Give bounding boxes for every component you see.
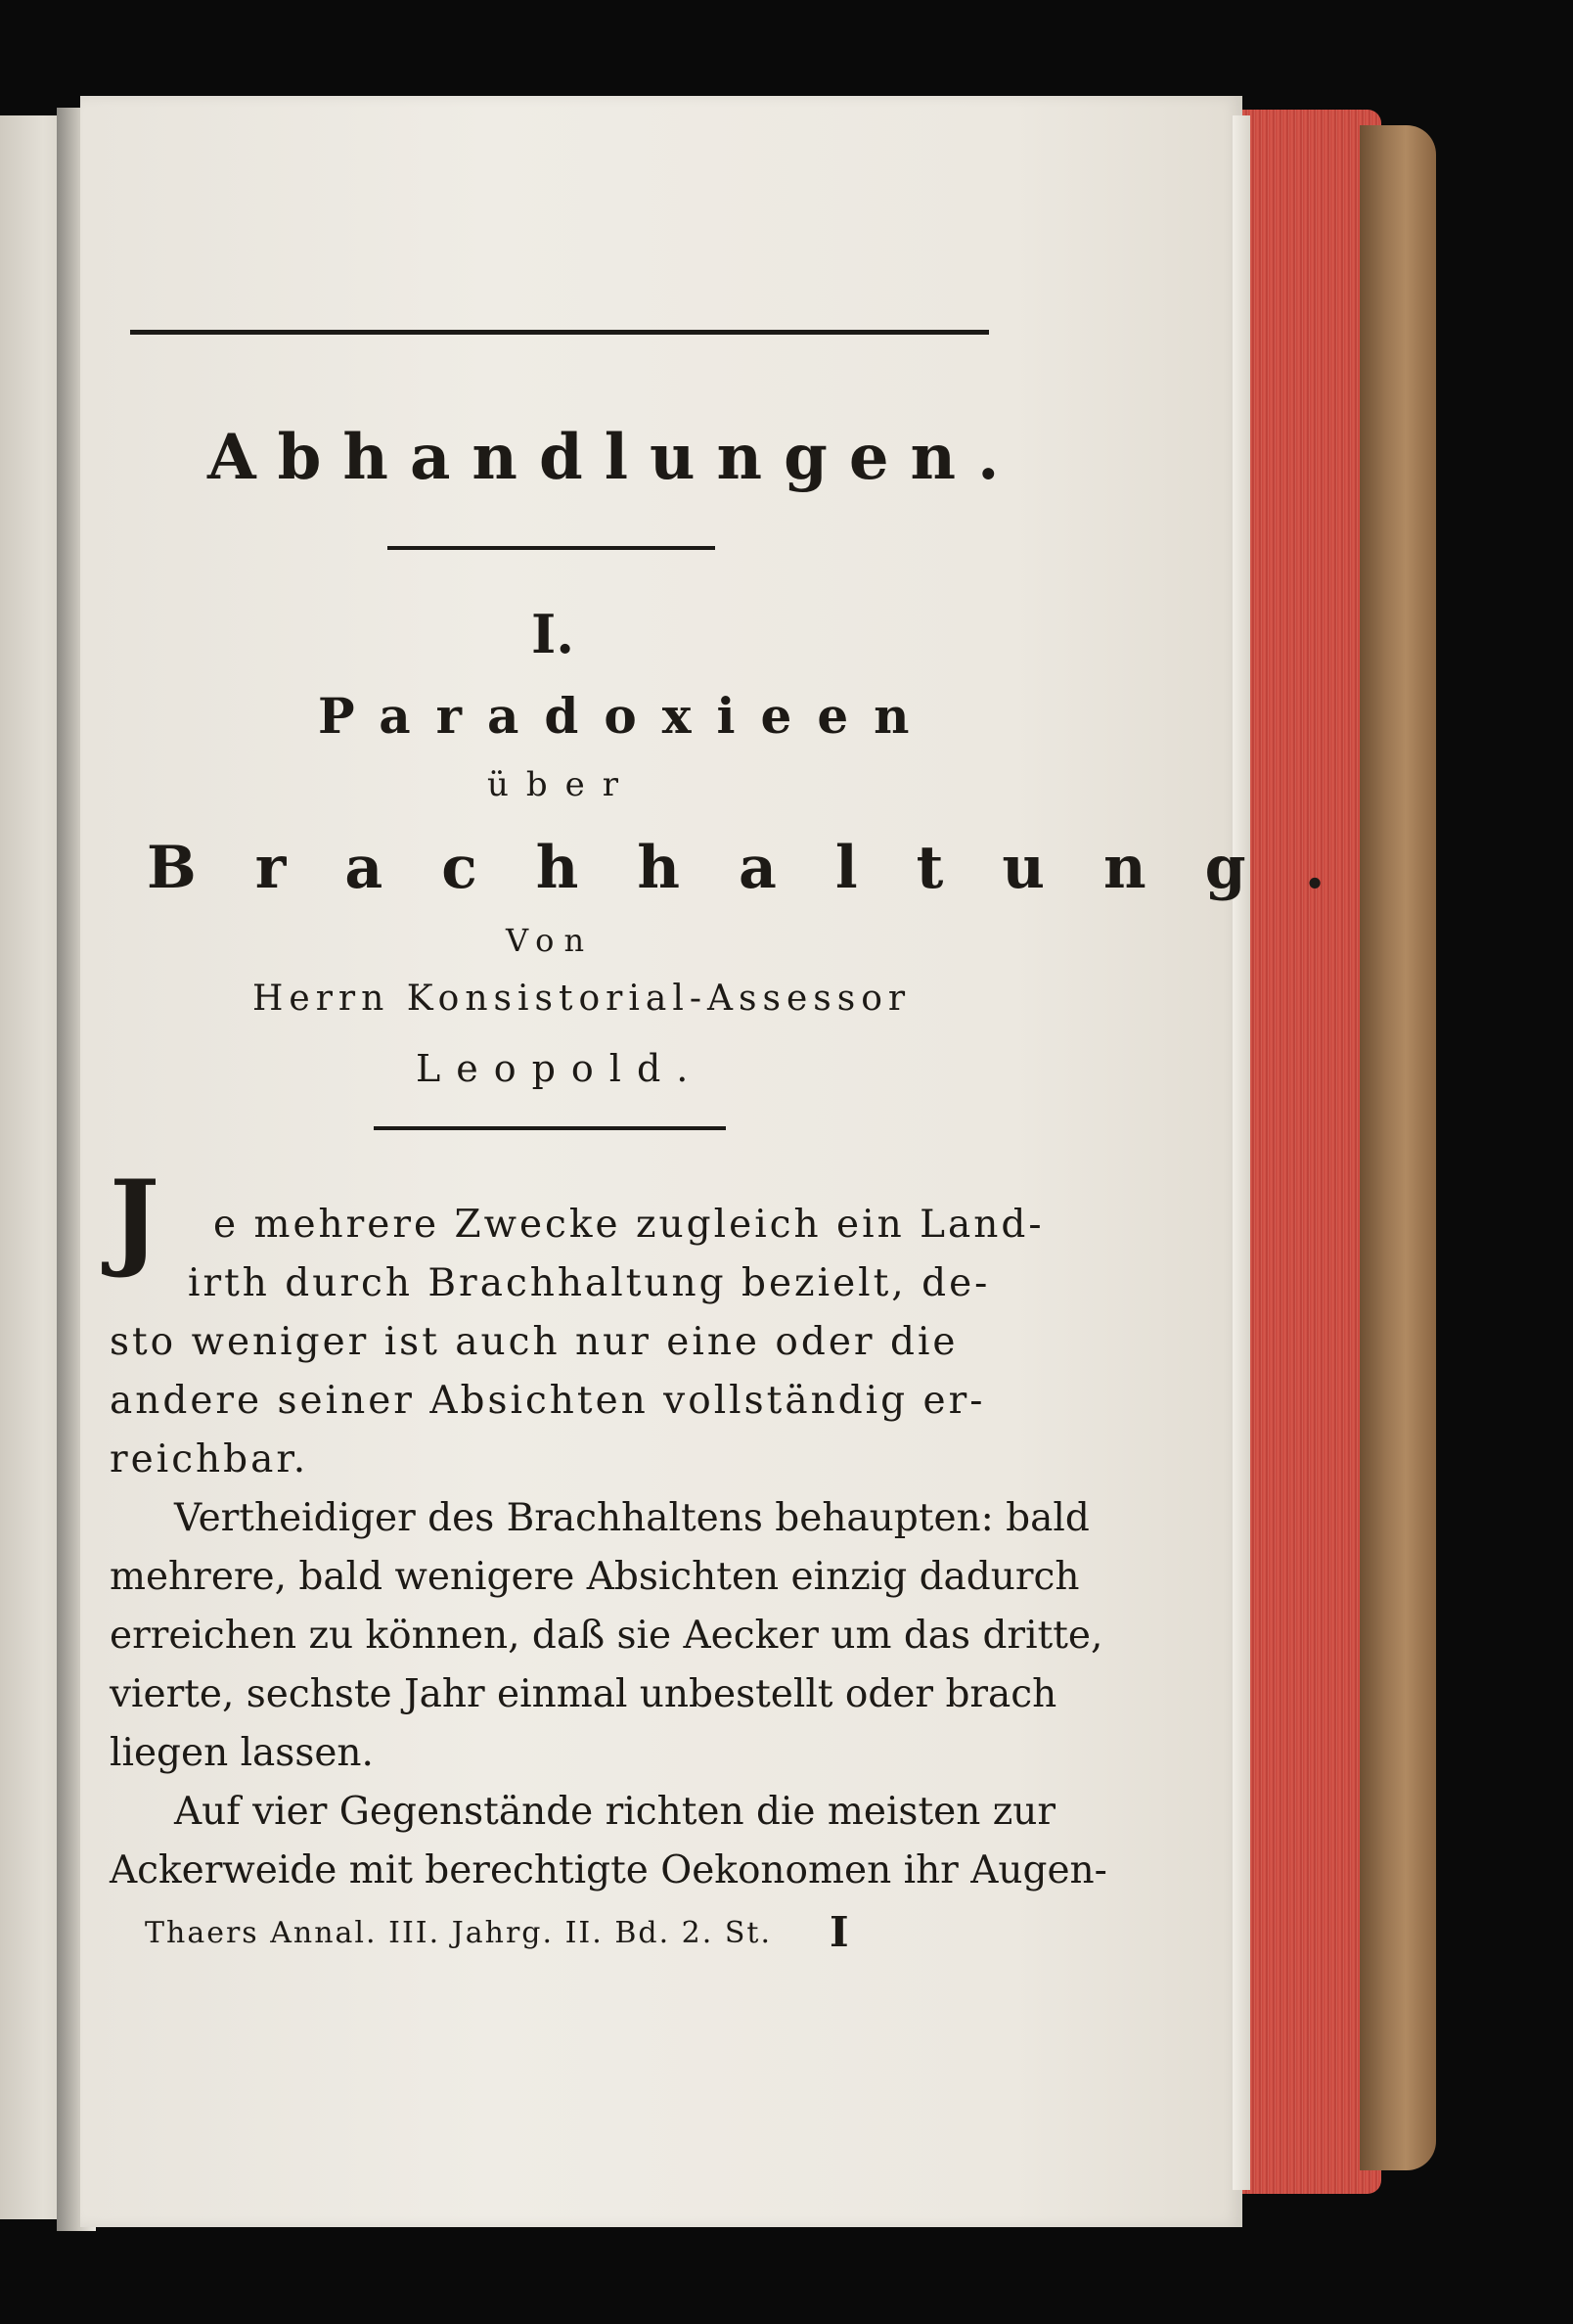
section-title: Abhandlungen. xyxy=(207,421,1021,494)
body-line: reichbar. xyxy=(110,1437,309,1481)
body-line: liegen lassen. xyxy=(110,1731,374,1775)
body-line: e mehrere Zwecke zugleich ein Land- xyxy=(213,1203,1045,1247)
author-name: Leopold. xyxy=(416,1047,704,1090)
signature-mark: I xyxy=(830,1908,849,1956)
article-subject: Brachhaltung. xyxy=(147,834,1384,902)
page-footer: Thaers Annal. III. Jahrg. II. Bd. 2. St. xyxy=(145,1916,772,1950)
body-line: Vertheidiger des Brachhaltens behaupten: bald xyxy=(174,1496,1090,1540)
header-rule xyxy=(130,330,989,335)
body-line: andere seiner Absichten vollständig er- xyxy=(110,1379,986,1423)
article-numeral: I. xyxy=(531,603,575,665)
body-line: Ackerweide mit berechtigte Oekonomen ihr Augen- xyxy=(110,1848,1107,1892)
body-line: vierte, sechste Jahr einmal unbestellt oder brach xyxy=(110,1672,1057,1716)
byline-rule xyxy=(374,1126,726,1130)
body-line: erreichen zu können, daß sie Aecker um das dritte, xyxy=(110,1614,1103,1658)
byline-prefix: Von xyxy=(506,922,595,959)
body-line: sto weniger ist auch nur eine oder die xyxy=(110,1320,959,1364)
body-line: mehrere, bald wenigere Absichten einzig dadurch xyxy=(110,1555,1080,1599)
body-line: irth durch Brachhaltung bezielt, de- xyxy=(188,1261,991,1305)
author-title: Herrn Konsistorial-Assessor xyxy=(252,979,912,1019)
title-rule xyxy=(387,546,715,550)
article-connector: über xyxy=(487,765,637,804)
article-title: Paradoxieen xyxy=(318,687,935,745)
drop-cap: J xyxy=(110,1158,160,1281)
body-line: Auf vier Gegenstände richten die meisten zur xyxy=(174,1790,1056,1834)
